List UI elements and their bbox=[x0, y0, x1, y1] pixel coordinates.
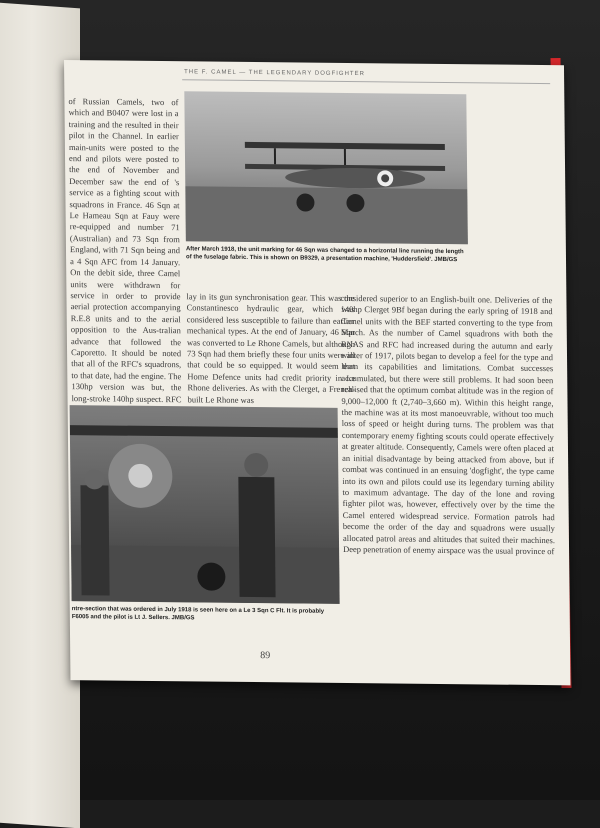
biplane-photo-top bbox=[184, 91, 468, 244]
header-rule bbox=[182, 79, 550, 84]
right-text-column: considered superior to an English-built one. Deliveries of the 140hp Clerget 9Bf began during the early spring of 1918 and Camel units with the BEF started converting to the type from March. As the number of Camel squadrons with both the RNAS and RFC had increased during the autumn and early winter of 1917, pilots began to develop a feel for the type and learn its capabilities and limitations. Combat successes accumulated, but there were still problems. It had soon been realised that the optimum combat altitude was in the region of 9,000–12,000 ft (2,740–3,660 m). Within this height range, the machine was at its most manoeuvrable, without too much loss of speed or height during turns. The problem was that contemporary enemy fighting scouts could operate effectively at greater altitude. Consequently, Camels were often placed at an initial disadvantage by being attacked from above, but if combat was continued in an ensuing 'dogfight', the type came into its own and pilots could use its legendary turning ability to maximum advantage. The day of the lone and roving fighter pilot was, however, effectively over by the time the Camel entered widespread service. Formation patrols had become the order of the day and squadrons were usually allocated patrol areas and altitudes that suited their machines. Deep penetration of enemy airspace was the usual province of bbox=[340, 293, 556, 655]
page-number: 89 bbox=[260, 650, 270, 661]
running-head: THE F. CAMEL — THE LEGENDARY DOGFIGHTER bbox=[184, 69, 365, 77]
book-page bbox=[64, 60, 570, 685]
left-text-column: of Russian Camels, two of which and B0407 were lost in a training and the resulted in their pilot in the Channel. In earlier main-units were posted to the end and pilots were posted to the end of November and December saw the end of 's service as a fighting scout with squadrons in France. 46 Sqn at Le Hameau Sqn at Fauy were re-equipped and number 71 (Australian) and 73 Sqn from England, with 71 Sqn being and a 4 Sqn AFC from 14 January. On the debit side, three Camel units were withdrawn for service in order to provide aerial protection accompanying R.E.8 units and to the aerial opposition to the Aus-tralian advance that followed the Caporetto. It should be noted that all of the RFC's squadrons, to that date, had the engine. The 130hp version was but, the long-stroke 140hp suspect. RFC bbox=[68, 96, 183, 617]
middle-text-column: lay in its gun synchronisation gear. This was the Constantinesco hydraulic gear, which was considered less susceptible to failure than earlier mechanical types. At the end of January, 46 Sqn was converted to Le Rhone Camels, but although 73 Sqn had them briefly these four units were all that could be so equipped. It would seem that Home Defence units had credit priority in Le Rhone deliveries. As with the Clerget, a French-built Le Rhone was bbox=[186, 291, 355, 423]
pilot-photo-bottom bbox=[70, 405, 340, 604]
biplane-illustration-top bbox=[184, 91, 468, 244]
pilot-and-camel-illustration bbox=[70, 405, 340, 604]
photo-caption-bottom: ntre-section that was ordered in July 1918 is seen here on a Le 3 Sqn C Flt. It is probably F6005 and the pilot is Lt J. Sellers. JMB/GS bbox=[72, 605, 340, 624]
photo-caption-top: After March 1918, the unit marking for 46 Sqn was changed to a horizontal line running the length of the fuselage fabric. This is shown on B9329, a presentation machine, 'Huddersfield'. JMB/GS bbox=[186, 245, 466, 264]
